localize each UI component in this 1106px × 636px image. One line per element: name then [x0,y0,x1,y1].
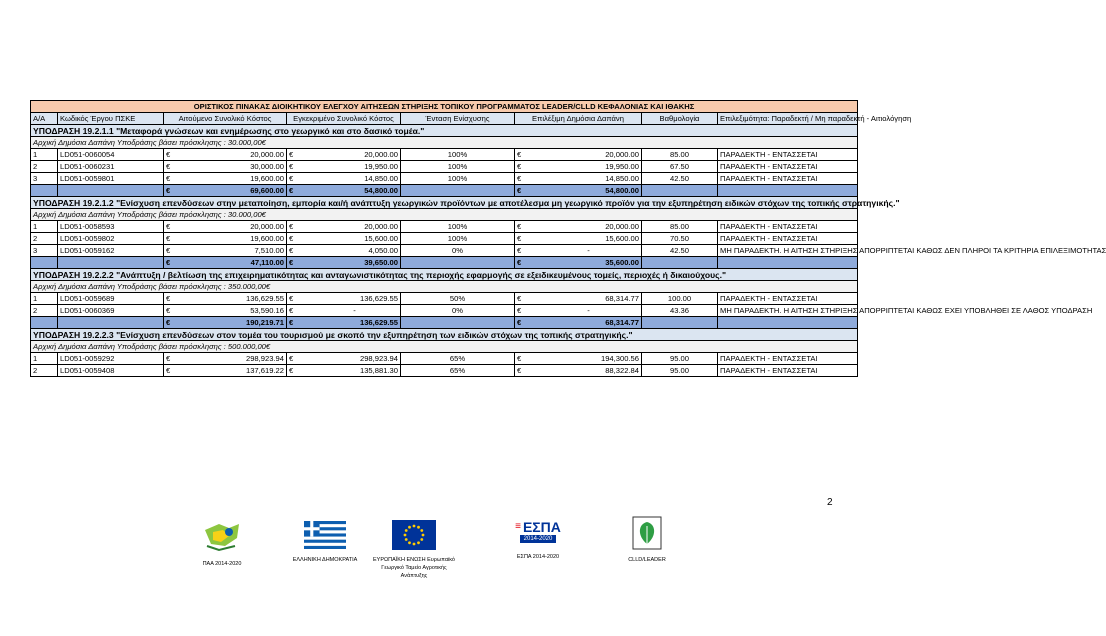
total-requested-cost-value: 190,219.71 [245,317,284,327]
row-approved-cost [287,233,401,245]
row-requested-cost-wrap [166,234,284,244]
euro-sign: € [166,245,171,255]
section-title: ΥΠΟΔΡΑΣΗ 19.2.1.1 "Μεταφορά γνώσεων και ενημέρωσης στο γεωργικό και στο δασικό τομέα." [31,125,858,137]
total-empty [642,257,718,269]
row-requested-cost-value: 19,600.00 [250,233,284,243]
euro-sign: € [289,185,294,195]
row-eligible-expenditure [515,365,642,377]
row-eligible-expenditure-value: - [587,245,590,255]
row-status: ΜΗ ΠΑΡΑΔΕΚΤΗ. Η ΑΙΤΗΣΗ ΣΤΗΡΙΞΗΣ ΑΠΟΡΡΙΠΤΕΤΑΙ ΚΑΘΩΣ ΕΧΕΙ ΥΠΟΒΛΗΘΕΙ ΣΕ ΛΑΘΟΣ ΥΠΟΔΡΑΣΗ [718,305,858,317]
row-eligible-expenditure-wrap [517,234,639,244]
paa-logo [182,516,262,568]
row-approved-cost-wrap [289,294,398,304]
row-status: ΠΑΡΑΔΕΚΤΗ - ΕΝΤΑΣΣΕΤΑΙ [718,353,858,365]
row-status: ΠΑΡΑΔΕΚΤΗ - ΕΝΤΑΣΣΕΤΑΙ [718,161,858,173]
table-title: ΟΡΙΣΤΙΚΟΣ ΠΙΝΑΚΑΣ ΔΙΟΙΚΗΤΙΚΟΥ ΕΛΕΓΧΟΥ ΑΙΤΗΣΕΩΝ ΣΤΗΡΙΞΗΣ ΤΟΠΙΚΟΥ ΠΡΟΓΡΑΜΜΑΤΟΣ LEADER/CLLD ΚΕΦΑΛΟΝΙΑΣ ΚΑΙ ΙΘΑΚΗΣ [31,101,858,113]
section-base-budget: Αρχική Δημόσια Δαπάνη Υποδράσης βάσει πρόσκλησης : 30.000,00€ [31,137,858,149]
row-score: 100.00 [642,293,718,305]
total-requested-cost-wrap [166,258,284,268]
euro-sign: € [289,149,294,159]
header-score: Βαθμολογία [642,113,718,125]
row-approved-cost [287,305,401,317]
row-requested-cost [164,221,287,233]
espa-mark-text: ΕΣΠΑ [522,519,561,535]
row-eligible-expenditure-value: 19,950.00 [605,161,639,171]
euro-sign: € [517,353,522,363]
row-requested-cost-value: 53,590.16 [250,305,284,315]
paa-logo-icon [199,516,245,554]
row-eligible-expenditure [515,149,642,161]
greek-flag-caption: ΕΛΛΗΝΙΚΗ ΔΗΜΟΚΡΑΤΙΑ [292,557,358,563]
row-approved-cost-value: 136,629.55 [359,293,398,303]
table-row [31,365,858,377]
header-requested-cost: Αιτούμενο Συνολικό Κόστος [164,113,287,125]
table-row [31,161,858,173]
total-eligible-expenditure [515,185,642,197]
row-eligible-expenditure [515,245,642,257]
row-code: LD051-0060369 [58,305,164,317]
row-requested-cost-value: 30,000.00 [250,161,284,171]
row-status: ΠΑΡΑΔΕΚΤΗ - ΕΝΤΑΣΣΕΤΑΙ [718,221,858,233]
row-status: ΠΑΡΑΔΕΚΤΗ - ΕΝΤΑΣΣΕΤΑΙ [718,365,858,377]
euro-sign: € [517,221,522,231]
row-approved-cost [287,221,401,233]
section-title: ΥΠΟΔΡΑΣΗ 19.2.2.3 "Ενίσχυση επενδύσεων στον τομέα του τουρισμού με σκοπό την εξυπηρέτηση των ειδικών στόχων της τοπικής στρατηγικής." [31,329,858,341]
total-requested-cost-wrap [166,318,284,328]
table-row [31,233,858,245]
total-approved-cost-value: 136,629.55 [359,317,398,327]
euro-sign: € [517,245,522,255]
header-aa: Α/Α [31,113,58,125]
row-requested-cost-wrap [166,150,284,160]
row-approved-cost [287,245,401,257]
row-approved-cost-wrap [289,354,398,364]
row-status: ΜΗ ΠΑΡΑΔΕΚΤΗ. Η ΑΙΤΗΣΗ ΣΤΗΡΙΞΗΣ ΑΠΟΡΡΙΠΤΕΤΑΙ ΚΑΘΩΣ ΔΕΝ ΠΛΗΡΟΙ ΤΑ ΚΡΙΤΗΡΙΑ ΕΠΙΛΕΞΙΜΟΤΗΤΑΣ [718,245,858,257]
row-approved-cost [287,293,401,305]
euro-sign: € [517,365,522,375]
row-requested-cost [164,365,287,377]
row-aid-rate: 100% [401,221,515,233]
total-eligible-expenditure-value: 68,314.77 [605,317,639,327]
row-approved-cost [287,149,401,161]
row-score: 67.50 [642,161,718,173]
table-row [31,149,858,161]
row-code: LD051-0060231 [58,161,164,173]
row-score: 85.00 [642,149,718,161]
row-approved-cost-wrap [289,150,398,160]
section-base-budget: Αρχική Δημόσια Δαπάνη Υποδράσης βάσει πρόσκλησης : 350.000,00€ [31,281,858,293]
row-code: LD051-0059802 [58,233,164,245]
table-row [31,245,858,257]
euro-sign: € [517,305,522,315]
row-requested-cost-wrap [166,162,284,172]
total-empty [58,185,164,197]
total-requested-cost-value: 47,110.00 [250,257,284,267]
row-approved-cost-value: 19,950.00 [364,161,398,171]
row-approved-cost-value: 20,000.00 [364,149,398,159]
row-approved-cost [287,353,401,365]
euro-sign: € [166,353,171,363]
row-score: 85.00 [642,221,718,233]
row-status: ΠΑΡΑΔΕΚΤΗ - ΕΝΤΑΣΣΕΤΑΙ [718,233,858,245]
euro-sign: € [289,305,294,315]
row-aa: 1 [31,149,58,161]
euro-sign: € [289,317,294,327]
row-aa: 2 [31,305,58,317]
row-code: LD051-0059408 [58,365,164,377]
clld-leader-logo [612,516,682,564]
row-eligible-expenditure-value: 15,600.00 [605,233,639,243]
section-total-row [31,185,858,197]
row-aid-rate: 65% [401,365,515,377]
total-requested-cost-wrap [166,186,284,196]
total-eligible-expenditure [515,257,642,269]
row-requested-cost [164,245,287,257]
row-requested-cost-wrap [166,366,284,376]
table-row [31,293,858,305]
total-empty [401,317,515,329]
total-requested-cost [164,185,287,197]
total-approved-cost-value: 54,800.00 [364,185,398,195]
euro-sign: € [166,173,171,183]
eu-logo [372,516,456,580]
euro-sign: € [517,257,522,267]
euro-sign: € [166,149,171,159]
row-requested-cost-value: 20,000.00 [250,221,284,231]
row-aa: 3 [31,173,58,185]
row-aa: 2 [31,365,58,377]
page-number: 2 [827,497,833,508]
row-requested-cost [164,233,287,245]
row-eligible-expenditure-wrap [517,222,639,232]
row-requested-cost-wrap [166,294,284,304]
row-status: ΠΑΡΑΔΕΚΤΗ - ΕΝΤΑΣΣΕΤΑΙ [718,173,858,185]
row-eligible-expenditure-wrap [517,174,639,184]
greek-flag-logo [285,516,365,564]
row-aid-rate: 100% [401,161,515,173]
row-approved-cost-wrap [289,174,398,184]
euro-sign: € [289,257,294,267]
row-approved-cost-value: 20,000.00 [364,221,398,231]
table-row [31,305,858,317]
table-row [31,173,858,185]
euro-sign: € [166,317,171,327]
row-requested-cost-value: 298,923.94 [245,353,284,363]
row-approved-cost [287,365,401,377]
row-requested-cost [164,161,287,173]
total-requested-cost-value: 69,600.00 [250,185,284,195]
total-approved-cost-wrap [289,318,398,328]
row-approved-cost-value: 135,881.30 [359,365,398,375]
euro-sign: € [517,161,522,171]
row-requested-cost-value: 7,510.00 [254,245,284,255]
section-base-row [31,281,858,293]
row-aa: 1 [31,221,58,233]
total-eligible-expenditure-wrap [517,258,639,268]
section-title-row [31,269,858,281]
row-approved-cost-value: 14,850.00 [364,173,398,183]
row-status: ΠΑΡΑΔΕΚΤΗ - ΕΝΤΑΣΣΕΤΑΙ [718,149,858,161]
row-eligible-expenditure [515,233,642,245]
total-empty [642,185,718,197]
total-empty [718,185,858,197]
euro-sign: € [166,233,171,243]
section-title-row [31,125,858,137]
euro-sign: € [517,185,522,195]
row-aid-rate: 0% [401,245,515,257]
euro-sign: € [289,353,294,363]
total-eligible-expenditure [515,317,642,329]
row-approved-cost-value: - [353,305,356,315]
section-base-row [31,209,858,221]
row-code: LD051-0059801 [58,173,164,185]
row-aa: 3 [31,245,58,257]
euro-sign: € [517,293,522,303]
total-eligible-expenditure-value: 54,800.00 [605,185,639,195]
total-empty [642,317,718,329]
greek-flag-icon [304,520,346,550]
row-requested-cost-wrap [166,306,284,316]
euro-sign: € [289,245,294,255]
row-eligible-expenditure-wrap [517,162,639,172]
row-approved-cost-value: 15,600.00 [364,233,398,243]
row-eligible-expenditure-value: 88,322.84 [605,365,639,375]
row-eligible-expenditure-wrap [517,246,639,256]
section-base-row [31,341,858,353]
euro-sign: € [166,257,171,267]
total-empty [718,317,858,329]
row-status: ΠΑΡΑΔΕΚΤΗ - ΕΝΤΑΣΣΕΤΑΙ [718,293,858,305]
euro-sign: € [289,161,294,171]
header-eligibility: Επιλεξιμότητα: Παραδεκτή / Μη παραδεκτή - Αιτιολόγηση [718,113,858,125]
row-requested-cost [164,353,287,365]
row-eligible-expenditure-value: 20,000.00 [605,221,639,231]
clld-leader-caption: CLLD/LEADER [628,557,666,563]
paa-caption: ΠΑΑ 2014-2020 [202,561,242,567]
row-eligible-expenditure [515,161,642,173]
table-row [31,221,858,233]
row-eligible-expenditure-wrap [517,366,639,376]
table-title-row [31,101,858,113]
header-eligible-expenditure: Επιλέξιμη Δημόσια Δαπάνη [515,113,642,125]
row-score: 95.00 [642,365,718,377]
eu-caption: ΕΥΡΩΠΑΪΚΗ ΕΝΩΣΗ Ευρωπαϊκό Γεωργικό Ταμείο Αγροτικής Ανάπτυξης [373,557,455,579]
table-row [31,353,858,365]
row-requested-cost-value: 20,000.00 [250,149,284,159]
row-aid-rate: 0% [401,305,515,317]
header-approved-cost: Εγκεκριμένο Συνολικό Κόστος [287,113,401,125]
row-requested-cost [164,305,287,317]
row-eligible-expenditure-value: 14,850.00 [605,173,639,183]
section-title-row [31,197,858,209]
total-requested-cost [164,317,287,329]
row-eligible-expenditure [515,173,642,185]
total-requested-cost [164,257,287,269]
section-total-row [31,317,858,329]
euro-sign: € [166,161,171,171]
row-requested-cost [164,149,287,161]
row-score: 70.50 [642,233,718,245]
total-eligible-expenditure-wrap [517,186,639,196]
total-empty [31,185,58,197]
espa-caption: ΕΣΠΑ 2014-2020 [516,554,560,560]
row-aid-rate: 65% [401,353,515,365]
row-eligible-expenditure-value: 68,314.77 [605,293,639,303]
euro-sign: € [166,365,171,375]
row-requested-cost-wrap [166,174,284,184]
row-approved-cost-wrap [289,162,398,172]
total-eligible-expenditure-wrap [517,318,639,328]
row-eligible-expenditure-wrap [517,150,639,160]
row-eligible-expenditure [515,221,642,233]
total-empty [401,185,515,197]
row-approved-cost-wrap [289,246,398,256]
row-requested-cost-value: 137,619.22 [245,365,284,375]
euro-sign: € [166,221,171,231]
euro-sign: € [166,185,171,195]
row-code: LD051-0059292 [58,353,164,365]
espa-logo [495,516,581,561]
total-eligible-expenditure-value: 35,600.00 [605,257,639,267]
total-empty [401,257,515,269]
header-row [31,113,858,125]
applications-table [30,100,1106,377]
section-title-row [31,329,858,341]
row-requested-cost-wrap [166,222,284,232]
row-approved-cost-wrap [289,366,398,376]
row-approved-cost-value: 4,050.00 [368,245,398,255]
euro-sign: € [289,233,294,243]
espa-mark-years: 2014-2020 [520,535,557,543]
row-aid-rate: 50% [401,293,515,305]
euro-sign: € [517,149,522,159]
row-requested-cost-value: 136,629.55 [245,293,284,303]
total-approved-cost-wrap [289,258,398,268]
row-requested-cost-value: 19,600.00 [250,173,284,183]
total-approved-cost [287,317,401,329]
row-requested-cost [164,293,287,305]
section-total-row [31,257,858,269]
row-score: 42.50 [642,245,718,257]
row-aa: 1 [31,293,58,305]
row-eligible-expenditure-value: 20,000.00 [605,149,639,159]
row-eligible-expenditure-wrap [517,294,639,304]
section-title: ΥΠΟΔΡΑΣΗ 19.2.1.2 "Ενίσχυση επενδύσεων στην μεταποίηση, εμπορία και/ή ανάπτυξη γεωργικών προϊόντων με αποτέλεσμα μη γεωργικό προϊόν για την εξυπηρέτηση ειδικών στόχων της τοπικής στρατηγικής." [31,197,858,209]
row-approved-cost-wrap [289,234,398,244]
row-score: 42.50 [642,173,718,185]
total-approved-cost-wrap [289,186,398,196]
row-aid-rate: 100% [401,173,515,185]
total-empty [31,257,58,269]
section-base-budget: Αρχική Δημόσια Δαπάνη Υποδράσης βάσει πρόσκλησης : 30.000,00€ [31,209,858,221]
row-aa: 2 [31,161,58,173]
row-eligible-expenditure [515,293,642,305]
row-eligible-expenditure [515,353,642,365]
header-code: Κωδικός Έργου ΠΣΚΕ [58,113,164,125]
row-requested-cost [164,173,287,185]
euro-sign: € [517,173,522,183]
leader-leaf-icon [632,516,662,550]
row-aa: 2 [31,233,58,245]
row-aa: 1 [31,353,58,365]
total-empty [58,317,164,329]
row-aid-rate: 100% [401,149,515,161]
row-aid-rate: 100% [401,233,515,245]
total-empty [31,317,58,329]
row-score: 43.36 [642,305,718,317]
espa-mark: ≡ ΕΣΠΑ 2014-2020 [515,519,561,542]
euro-sign: € [166,305,171,315]
euro-sign: € [289,173,294,183]
euro-sign: € [289,365,294,375]
euro-sign: € [517,317,522,327]
total-approved-cost [287,185,401,197]
euro-sign: € [166,293,171,303]
row-code: LD051-0060054 [58,149,164,161]
row-code: LD051-0059162 [58,245,164,257]
total-approved-cost-value: 39,650.00 [364,257,398,267]
row-approved-cost-wrap [289,222,398,232]
row-code: LD051-0058593 [58,221,164,233]
total-empty [58,257,164,269]
header-aid-rate: Ένταση Ενίσχυσης [401,113,515,125]
row-approved-cost [287,161,401,173]
row-approved-cost-value: 298,923.94 [359,353,398,363]
row-requested-cost-wrap [166,246,284,256]
row-eligible-expenditure-wrap [517,354,639,364]
row-eligible-expenditure-value: - [587,305,590,315]
row-eligible-expenditure-value: 194,300.56 [600,353,639,363]
row-code: LD051-0059689 [58,293,164,305]
euro-sign: € [289,293,294,303]
row-approved-cost-wrap [289,306,398,316]
euro-sign: € [289,221,294,231]
section-base-budget: Αρχική Δημόσια Δαπάνη Υποδράσης βάσει πρόσκλησης : 500.000,00€ [31,341,858,353]
row-score: 95.00 [642,353,718,365]
row-eligible-expenditure-wrap [517,306,639,316]
eu-flag-icon [392,520,436,550]
total-approved-cost [287,257,401,269]
row-requested-cost-wrap [166,354,284,364]
total-empty [718,257,858,269]
euro-sign: € [517,233,522,243]
section-base-row [31,137,858,149]
section-title: ΥΠΟΔΡΑΣΗ 19.2.2.2 "Ανάπτυξη / βελτίωση της επιχειρηματικότητας και ανταγωνιστικότητας της περιοχής εφαρμογής σε εξειδικευμένους τομείς, περιοχές ή δικαιούχους." [31,269,858,281]
row-eligible-expenditure [515,305,642,317]
row-approved-cost [287,173,401,185]
